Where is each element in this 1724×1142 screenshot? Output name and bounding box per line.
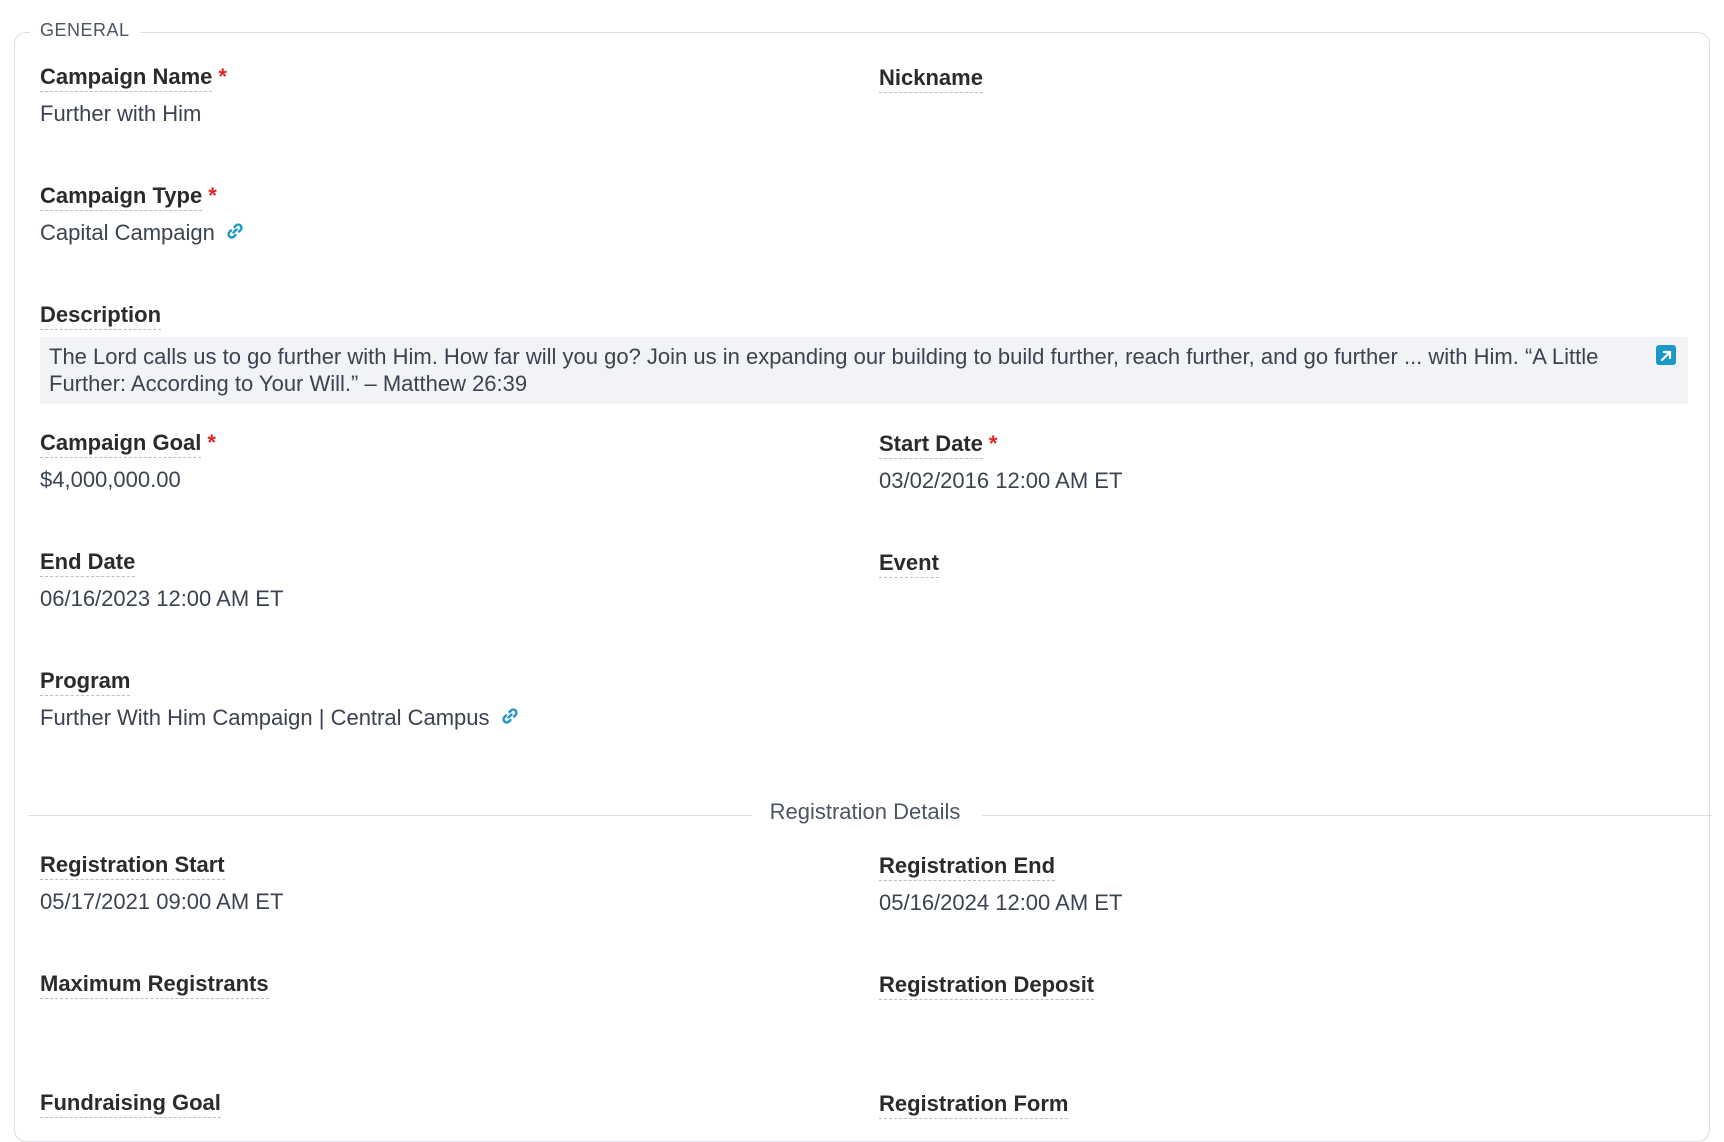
registration-details-title: Registration Details [769,799,961,824]
required-marker: * [207,430,216,455]
field-registration-form [879,1091,1068,1119]
end-date-label: End Date [40,549,135,577]
field-event [879,550,939,586]
campaign-type-text[interactable]: Capital Campaign [40,220,215,245]
campaign-goal-label: Campaign Goal [40,430,201,458]
registration-start-label: Registration Start [40,852,225,880]
divider-left [28,815,752,816]
field-start-date [879,431,1122,495]
end-date-value[interactable]: 06/16/2023 12:00 AM ET [40,586,284,611]
field-maximum-registrants [40,971,269,1007]
required-marker: * [208,183,217,208]
field-campaign-type [40,183,245,248]
registration-start-value[interactable]: 05/17/2021 09:00 AM ET [40,889,284,914]
field-nickname [879,65,983,101]
campaign-goal-value[interactable]: $4,000,000.00 [40,467,181,492]
maximum-registrants-label: Maximum Registrants [40,971,269,999]
field-registration-end [879,853,1122,917]
campaign-type-label: Campaign Type [40,183,202,211]
link-icon[interactable] [500,705,520,733]
field-end-date [40,549,283,613]
section-legend: GENERAL [30,20,140,41]
description-text: The Lord calls us to go further with Him. How far will you go? Join us in expanding our building to build further, reach further, and go further ... with Him. “A Little Further: According to Your Will.” – Matthew 26:39 [49,344,1599,396]
required-marker: * [988,431,998,456]
program-value[interactable] [40,704,520,733]
start-date-value[interactable]: 03/02/2016 12:00 AM ET [879,468,1123,493]
fundraising-goal-label: Fundraising Goal [40,1090,221,1118]
field-campaign-name [40,64,227,128]
nickname-label: Nickname [879,65,983,93]
program-text[interactable]: Further With Him Campaign | Central Campus [40,705,490,730]
field-registration-deposit [879,972,1094,1008]
start-date-label: Start Date [879,431,983,459]
registration-deposit-label: Registration Deposit [879,972,1094,1000]
link-icon[interactable] [225,220,245,248]
expand-icon[interactable] [1656,345,1676,365]
field-fundraising-goal [40,1090,221,1118]
registration-form-label: Registration Form [879,1091,1068,1119]
campaign-name-label: Campaign Name [40,64,212,92]
event-label: Event [879,550,939,578]
field-program [40,668,520,733]
field-campaign-goal [40,430,216,494]
campaign-type-value[interactable] [40,219,245,248]
field-registration-start [40,852,283,916]
registration-end-value[interactable]: 05/16/2024 12:00 AM ET [879,890,1123,915]
campaign-name-value[interactable]: Further with Him [40,101,202,126]
program-label: Program [40,668,130,696]
registration-end-label: Registration End [879,853,1055,881]
divider-right [982,815,1712,816]
description-value[interactable] [40,337,1688,404]
description-label: Description [40,302,161,330]
required-marker: * [218,64,227,89]
field-description [40,302,161,330]
